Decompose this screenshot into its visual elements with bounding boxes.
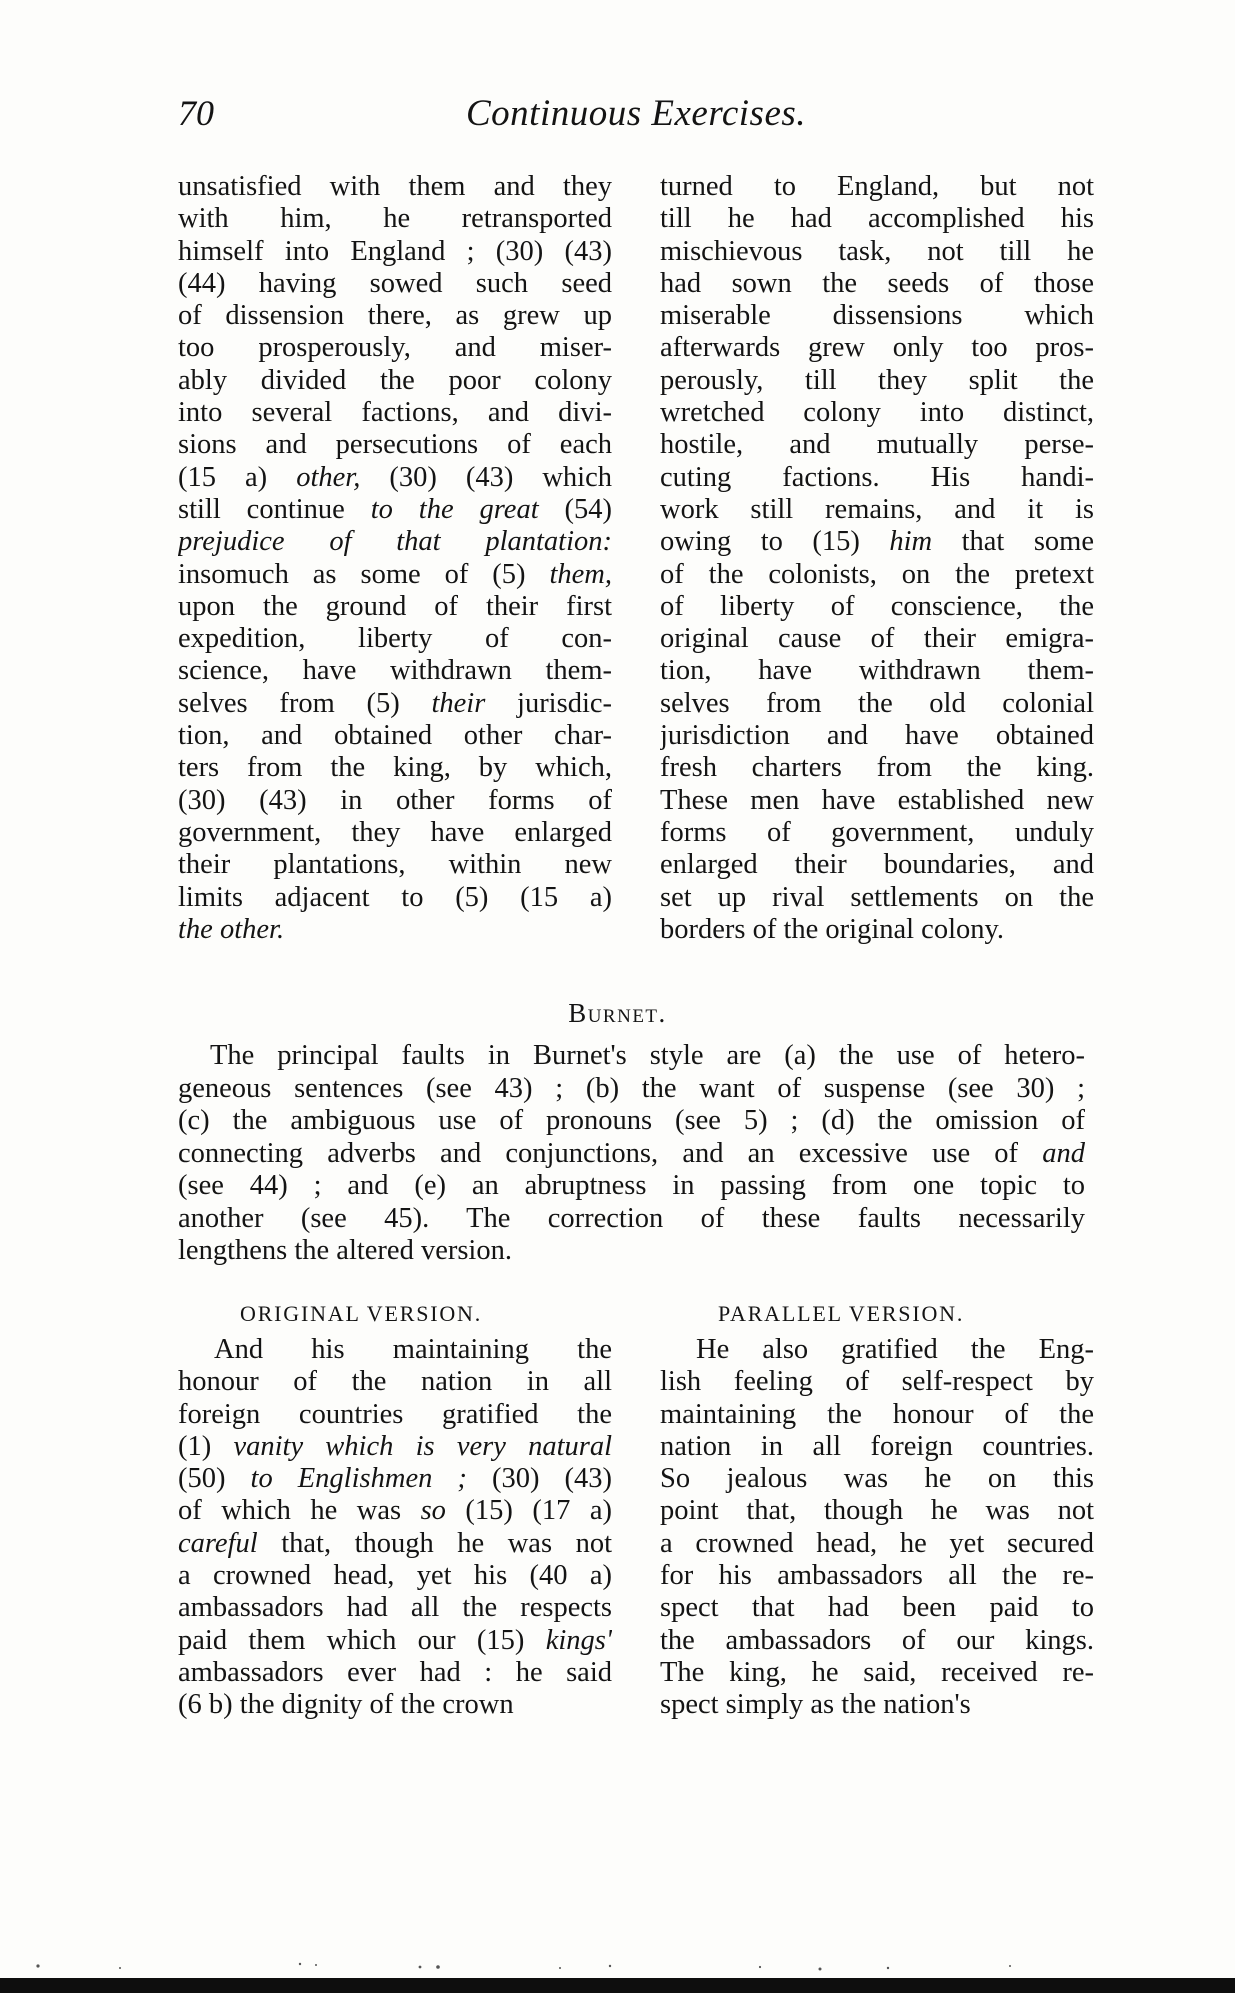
running-title: Continuous Exercises. xyxy=(466,93,807,134)
text-line: (50) to Englishmen ; (30) (43) xyxy=(178,1463,612,1495)
text-line: hostile, and mutually perse- xyxy=(660,429,1094,461)
text-line: the other. xyxy=(178,913,285,945)
text-line: sions and persecutions of each xyxy=(178,429,612,461)
text-line: cuting factions. His handi- xyxy=(660,461,1094,493)
text-line: original cause of their emigra- xyxy=(660,623,1094,655)
text-line: of which he was so (15) (17 a) xyxy=(178,1495,612,1527)
text-line: of the colonists, on the pretext xyxy=(660,558,1094,590)
text-line: tion, have withdrawn them- xyxy=(660,655,1094,687)
text-line: another (see 45). The correction of these faults necessarily xyxy=(178,1202,1085,1234)
parallel-column-top xyxy=(660,171,1094,946)
text-line: set up rival settlements on the xyxy=(660,881,1094,913)
text-line: wretched colony into distinct, xyxy=(660,397,1094,429)
text-line: turned to England, but not xyxy=(660,171,1094,202)
text-line: selves from the old colonial xyxy=(660,687,1094,719)
text-line: still continue to the great (54) xyxy=(178,493,612,525)
parallel-column-bottom xyxy=(660,1334,1094,1722)
text-line: So jealous was he on this xyxy=(660,1463,1094,1495)
text-line: (15 a) other, (30) (43) which xyxy=(178,461,612,493)
section-heading: Burnet. xyxy=(568,998,667,1028)
text-line: maintaining the honour of the xyxy=(660,1398,1094,1430)
page-number: 70 xyxy=(178,93,214,133)
parallel-version-label: PARALLEL VERSION. xyxy=(718,1301,965,1326)
text-line: lish feeling of self-respect by xyxy=(660,1366,1094,1398)
text-line: (44) having sowed such seed xyxy=(178,267,612,299)
section-intro-paragraph xyxy=(178,1040,1085,1268)
text-line: miserable dissensions which xyxy=(660,300,1094,332)
text-line: These men have established new xyxy=(660,784,1094,816)
text-line: spect simply as the nation's xyxy=(660,1689,971,1721)
text-line: nation in all foreign countries. xyxy=(660,1430,1094,1462)
text-line: borders of the original colony. xyxy=(660,913,1005,945)
text-line: spect that had been paid to xyxy=(660,1592,1094,1624)
text-line: fresh charters from the king. xyxy=(660,752,1094,784)
scan-specks xyxy=(0,1950,1235,1974)
text-line: (1) vanity which is very natural xyxy=(178,1430,612,1462)
text-line: careful that, though he was not xyxy=(178,1527,612,1559)
text-line: The king, he said, received re- xyxy=(660,1656,1094,1688)
running-head xyxy=(178,92,1098,142)
text-line: (see 44) ; and (e) an abruptness in passing from one topic to xyxy=(178,1170,1085,1201)
text-line: ambassadors ever had : he said xyxy=(178,1656,612,1688)
original-version-label: ORIGINAL VERSION. xyxy=(240,1301,483,1326)
text-line: ably divided the poor colony xyxy=(178,364,612,396)
text-line: upon the ground of their first xyxy=(178,590,612,622)
text-line: enlarged their boundaries, and xyxy=(660,849,1094,881)
text-line: unsatisfied with them and they xyxy=(178,171,612,202)
text-line: for his ambassadors all the re- xyxy=(660,1560,1094,1592)
text-line: owing to (15) him that some xyxy=(660,526,1094,558)
text-line: himself into England ; (30) (43) xyxy=(178,235,612,267)
text-line: till he had accomplished his xyxy=(660,203,1094,235)
text-line: ambassadors had all the respects xyxy=(178,1592,612,1624)
text-line: of dissension there, as grew up xyxy=(178,300,612,332)
text-line: (c) the ambiguous use of pronouns (see 5) ; (d) the omission of xyxy=(178,1105,1085,1136)
text-line: a crowned head, yet his (40 a) xyxy=(178,1560,612,1592)
text-line: insomuch as some of (5) them, xyxy=(178,558,612,590)
text-line: (30) (43) in other forms of xyxy=(178,784,612,816)
text-line: He also gratified the Eng- xyxy=(696,1334,1094,1365)
text-line: selves from (5) their jurisdic- xyxy=(178,687,612,719)
text-line: work still remains, and it is xyxy=(660,493,1094,525)
original-column-top xyxy=(178,171,612,946)
text-line: ters from the king, by which, xyxy=(178,752,612,784)
text-line: forms of government, unduly xyxy=(660,816,1094,848)
text-line: jurisdiction and have obtained xyxy=(660,720,1094,752)
page-bottom-edge xyxy=(0,1978,1235,1993)
text-line: their plantations, within new xyxy=(178,849,612,881)
text-line: (6 b) the dignity of the crown xyxy=(178,1689,514,1721)
text-line: And his maintaining the xyxy=(214,1334,612,1365)
text-line: the ambassadors of our kings. xyxy=(660,1624,1094,1656)
text-line: connecting adverbs and conjunctions, and an excessive use of and xyxy=(178,1137,1085,1169)
text-line: had sown the seeds of those xyxy=(660,267,1094,299)
text-line: government, they have enlarged xyxy=(178,816,612,848)
text-line: a crowned head, he yet secured xyxy=(660,1527,1094,1559)
text-line: foreign countries gratified the xyxy=(178,1398,612,1430)
text-line: point that, though he was not xyxy=(660,1495,1094,1527)
text-line: of liberty of conscience, the xyxy=(660,590,1094,622)
text-line: with him, he retransported xyxy=(178,203,612,235)
text-line: afterwards grew only too pros- xyxy=(660,332,1094,364)
text-line: mischievous task, not till he xyxy=(660,235,1094,267)
text-line: lengthens the altered version. xyxy=(178,1235,512,1266)
text-line: paid them which our (15) kings' xyxy=(178,1624,612,1656)
text-line: expedition, liberty of con- xyxy=(178,623,612,655)
text-line: limits adjacent to (5) (15 a) xyxy=(178,881,612,913)
original-column-bottom xyxy=(178,1334,612,1722)
text-line: too prosperously, and miser- xyxy=(178,332,612,364)
text-line: The principal faults in Burnet's style are (a) the use of hetero- xyxy=(210,1040,1085,1071)
text-line: tion, and obtained other char- xyxy=(178,720,612,752)
text-line: perously, till they split the xyxy=(660,364,1094,396)
text-line: geneous sentences (see 43) ; (b) the want of suspense (see 30) ; xyxy=(178,1072,1085,1104)
text-line: honour of the nation in all xyxy=(178,1366,612,1398)
text-line: into several factions, and divi- xyxy=(178,397,612,429)
text-line: science, have withdrawn them- xyxy=(178,655,612,687)
text-line: prejudice of that plantation: xyxy=(178,526,612,558)
